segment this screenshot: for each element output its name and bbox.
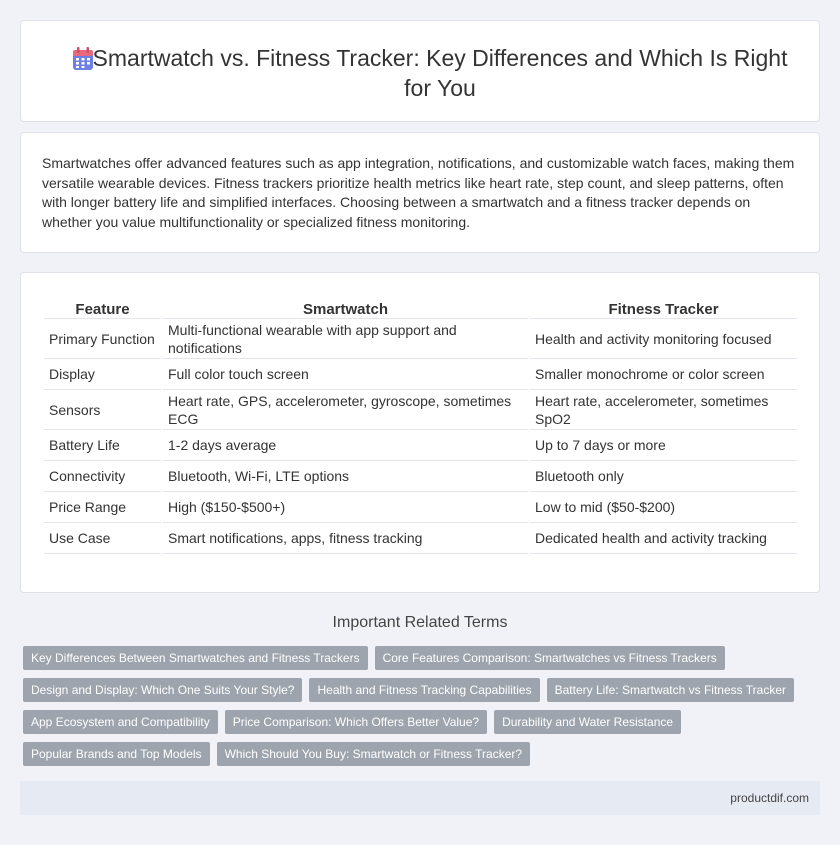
page-title: Smartwatch vs. Fitness Tracker: Key Differences and Which Is Right for You xyxy=(92,45,788,101)
header-card xyxy=(20,20,820,122)
table-row xyxy=(44,492,797,523)
fitness-tracker-cell: Up to 7 days or more xyxy=(530,430,797,461)
related-tag[interactable]: Key Differences Between Smartwatches and Fitness Trackers xyxy=(23,646,368,670)
table-row xyxy=(44,319,797,359)
footer xyxy=(20,781,820,815)
fitness-tracker-cell: Bluetooth only xyxy=(530,461,797,492)
intro-card xyxy=(20,132,820,253)
related-tag[interactable]: Health and Fitness Tracking Capabilities xyxy=(309,678,539,702)
table-row xyxy=(44,430,797,461)
table-row xyxy=(44,390,797,430)
footer-site[interactable]: productdif.com xyxy=(730,791,809,805)
smartwatch-cell: Multi-functional wearable with app support and notifications xyxy=(163,319,528,359)
feature-cell: Primary Function xyxy=(44,319,161,359)
smartwatch-cell: 1-2 days average xyxy=(163,430,528,461)
related-tag[interactable]: Battery Life: Smartwatch vs Fitness Tracker xyxy=(547,678,794,702)
related-tag[interactable]: Design and Display: Which One Suits Your Style? xyxy=(23,678,302,702)
smartwatch-cell: Heart rate, GPS, accelerometer, gyroscope, sometimes ECG xyxy=(163,390,528,430)
table-row xyxy=(44,461,797,492)
related-tag[interactable]: App Ecosystem and Compatibility xyxy=(23,710,218,734)
feature-cell: Sensors xyxy=(44,390,161,430)
feature-cell: Display xyxy=(44,359,161,390)
smartwatch-cell: Bluetooth, Wi-Fi, LTE options xyxy=(163,461,528,492)
table-header-row xyxy=(44,297,797,319)
feature-cell: Price Range xyxy=(44,492,161,523)
fitness-tracker-cell: Heart rate, accelerometer, sometimes SpO2 xyxy=(530,390,797,430)
intro-paragraph: Smartwatches offer advanced features such as app integration, notifications, and customizable watch faces, making them versatile wearable devices. Fitness trackers prioritize health metrics like heart rate, step count, and sleep patterns, often with longer battery life and simplified interfaces. Choosing between a smartwatch and a fitness tracker depends on whether you value multifunctionality or specialized fitness monitoring. xyxy=(42,155,795,230)
table-row xyxy=(44,523,797,554)
fitness-tracker-cell: Dedicated health and activity tracking xyxy=(530,523,797,554)
smartwatch-cell: High ($150-$500+) xyxy=(163,492,528,523)
fitness-tracker-cell: Smaller monochrome or color screen xyxy=(530,359,797,390)
smartwatch-cell: Smart notifications, apps, fitness tracking xyxy=(163,523,528,554)
header-fitness-tracker: Fitness Tracker xyxy=(530,297,797,319)
comparison-table xyxy=(42,297,799,554)
header-feature: Feature xyxy=(44,297,161,319)
related-tag[interactable]: Which Should You Buy: Smartwatch or Fitness Tracker? xyxy=(217,742,530,766)
table-row xyxy=(44,359,797,390)
related-tag[interactable]: Popular Brands and Top Models xyxy=(23,742,210,766)
related-tag[interactable]: Price Comparison: Which Offers Better Value? xyxy=(225,710,487,734)
related-terms-title: Important Related Terms xyxy=(332,614,508,631)
related-tag[interactable]: Core Features Comparison: Smartwatches vs Fitness Trackers xyxy=(375,646,725,670)
smartwatch-cell: Full color touch screen xyxy=(163,359,528,390)
related-tags xyxy=(23,646,813,766)
related-tag[interactable]: Durability and Water Resistance xyxy=(494,710,681,734)
feature-cell: Battery Life xyxy=(44,430,161,461)
feature-cell: Use Case xyxy=(44,523,161,554)
fitness-tracker-cell: Health and activity monitoring focused xyxy=(530,319,797,359)
header-smartwatch: Smartwatch xyxy=(163,297,528,319)
fitness-tracker-cell: Low to mid ($50-$200) xyxy=(530,492,797,523)
comparison-table-card xyxy=(20,272,820,593)
feature-cell: Connectivity xyxy=(44,461,161,492)
